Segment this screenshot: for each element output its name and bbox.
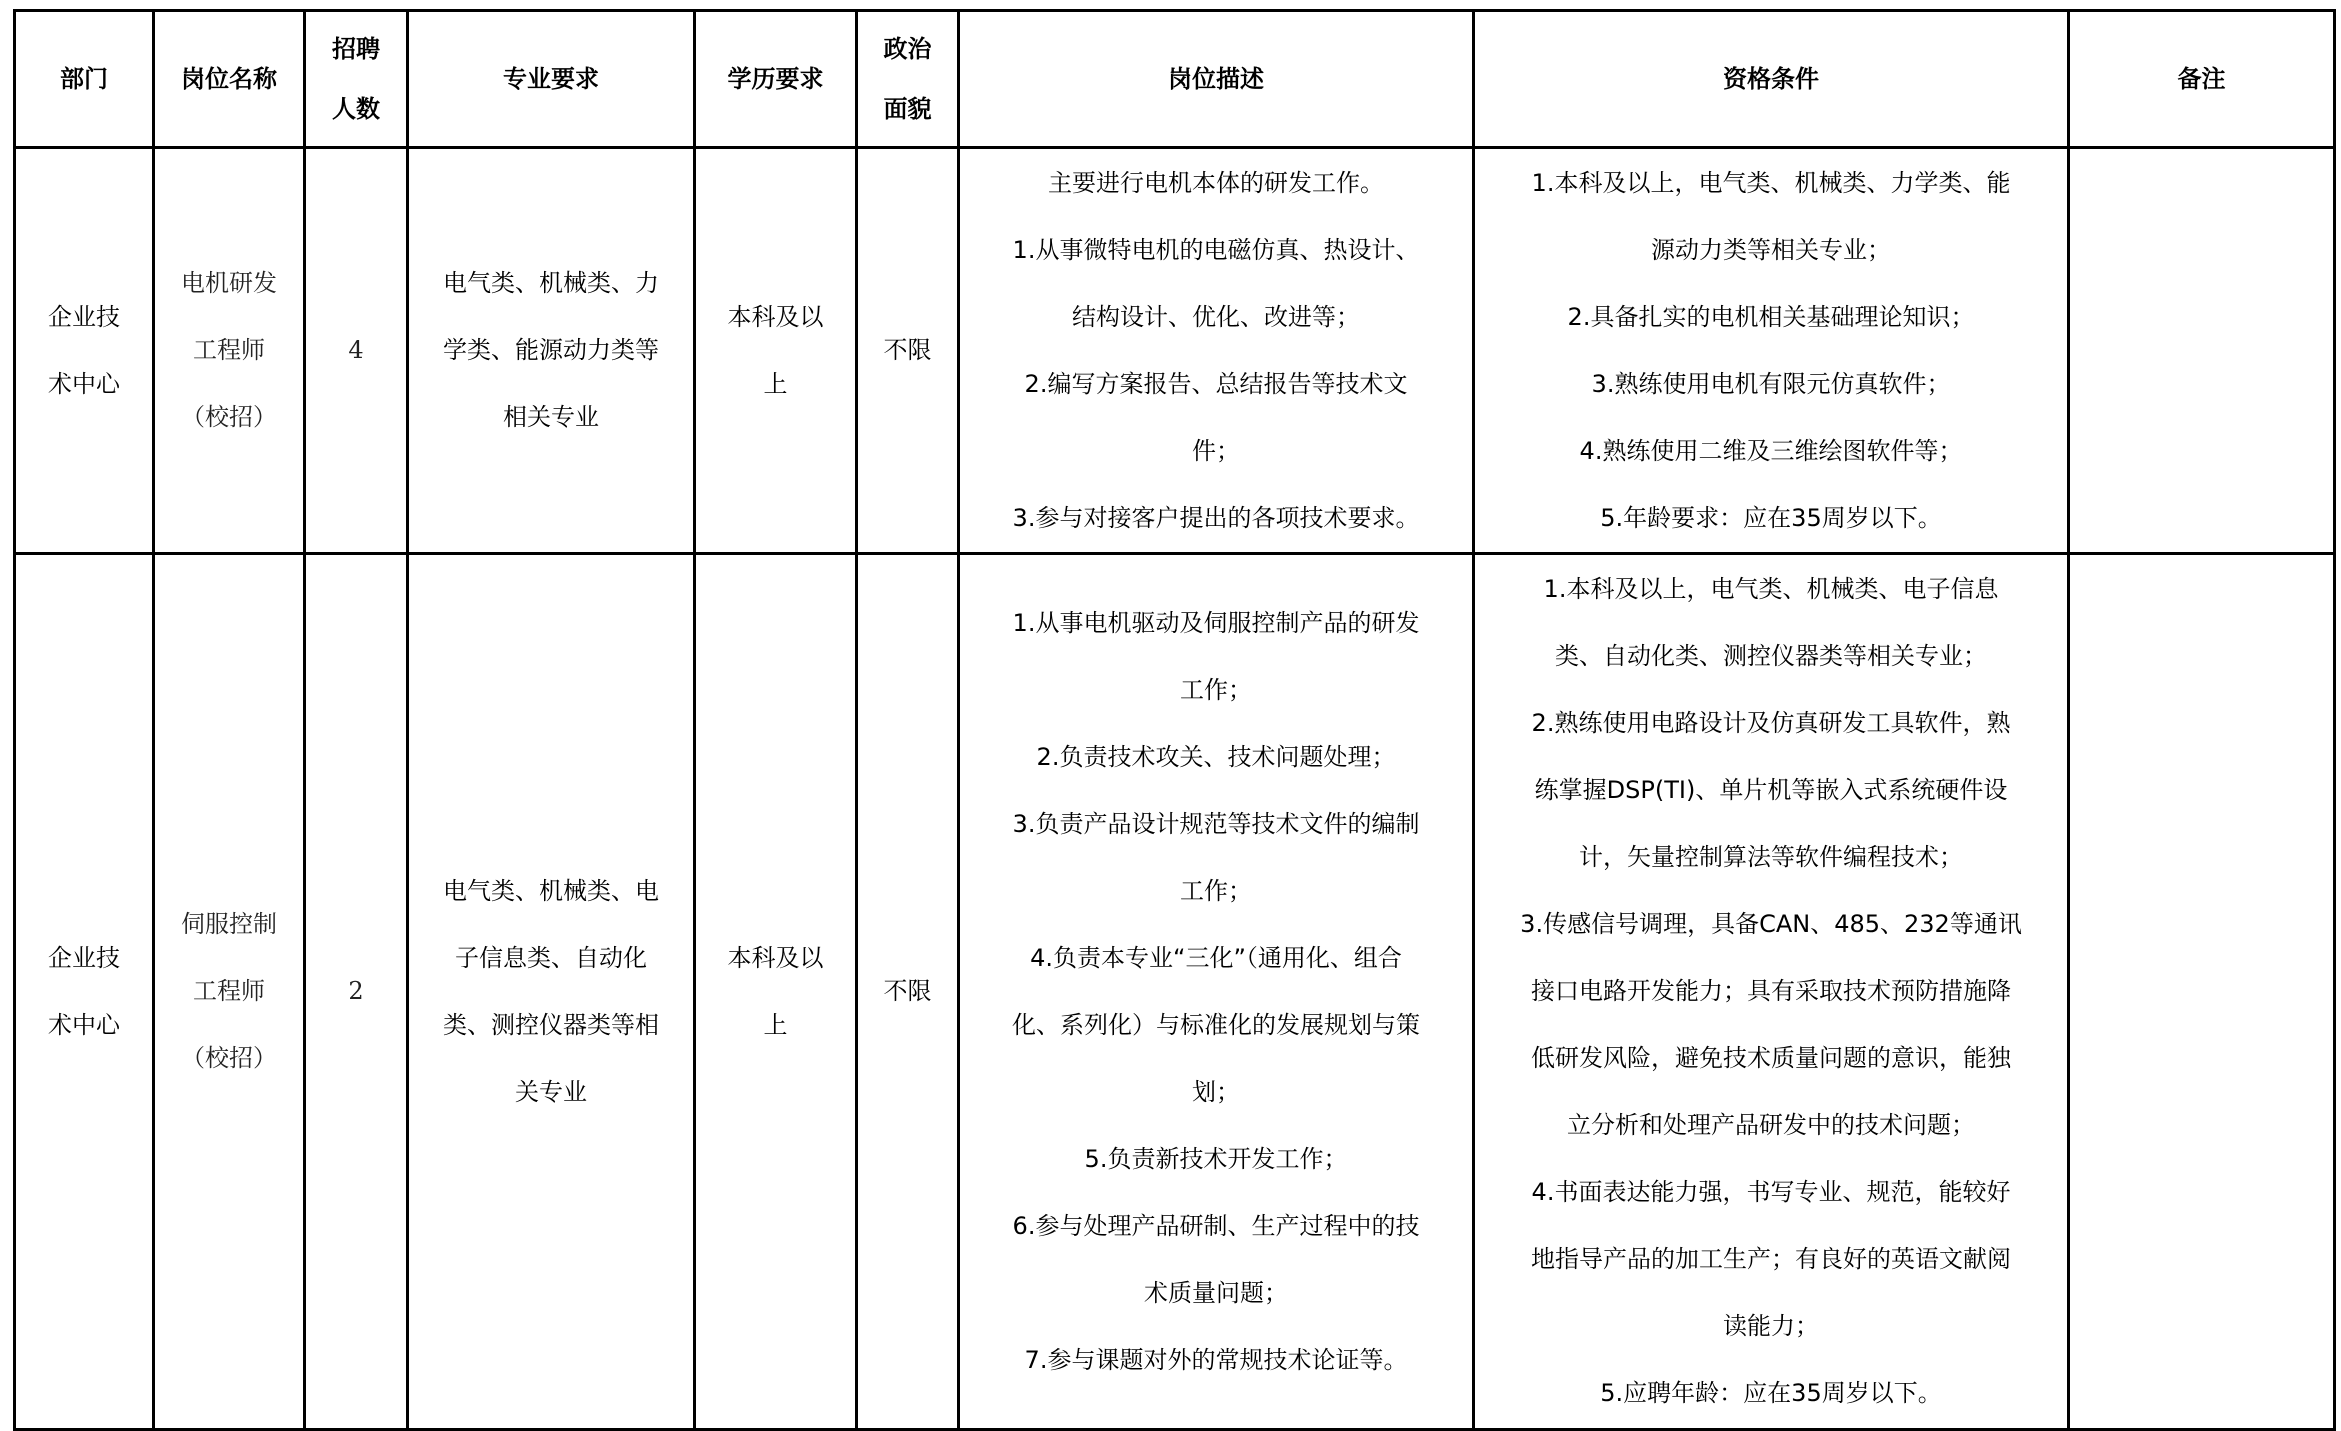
description-line: 7.参与课题对外的常规技术论证等。 xyxy=(1024,1345,1408,1374)
cell-education xyxy=(695,148,857,554)
header-title xyxy=(154,11,305,148)
cell-description xyxy=(959,554,1474,1430)
header-description xyxy=(959,11,1474,148)
major-line: 关专业 xyxy=(515,1077,587,1106)
qualification-line: 5.应聘年龄：应在35周岁以下。 xyxy=(1600,1379,1942,1407)
education-line: 本科及以 xyxy=(727,943,824,972)
qualification-line: 3.传感信号调理，具备CAN、485、232等通讯 xyxy=(1520,910,2022,938)
dept-line: 企业技 xyxy=(48,943,120,972)
title-line: 电机研发 xyxy=(181,269,277,297)
header-qualifications xyxy=(1474,11,2069,148)
description-line: 划； xyxy=(1192,1077,1240,1106)
description-line: 工作； xyxy=(1180,675,1252,704)
header-dept-label: 部门 xyxy=(60,65,108,93)
qualification-line: 2.具备扎实的电机相关基础理论知识； xyxy=(1567,302,1975,331)
description-line: 3.参与对接客户提出的各项技术要求。 xyxy=(1012,503,1420,532)
table-row xyxy=(15,148,2335,554)
description-line: 术质量问题； xyxy=(1144,1278,1288,1307)
header-qualifications-label: 资格条件 xyxy=(1723,65,1819,93)
description-line: 件； xyxy=(1192,436,1240,465)
major-line: 电气类、机械类、电 xyxy=(443,876,659,905)
header-row xyxy=(15,11,2335,148)
major-line: 相关专业 xyxy=(503,403,599,431)
qualification-line: 练掌握DSP(TI)、单片机等嵌入式系统硬件设 xyxy=(1534,776,2008,804)
description-line: 主要进行电机本体的研发工作。 xyxy=(1048,168,1384,197)
title-line: （校招） xyxy=(181,403,277,431)
qualification-line: 1.本科及以上，电气类、机械类、力学类、能 xyxy=(1531,168,2011,197)
header-political xyxy=(857,11,959,148)
header-remarks xyxy=(2069,11,2335,148)
qualification-line: 类、自动化类、测控仪器类等相关专业； xyxy=(1555,642,1987,670)
cell-political: 不限 xyxy=(857,148,959,554)
cell-qualifications xyxy=(1474,554,2069,1430)
cell-title xyxy=(154,148,305,554)
major-line: 类、测控仪器类等相 xyxy=(443,1010,659,1039)
dept-line: 术中心 xyxy=(48,369,120,398)
description-line: 1.从事微特电机的电磁仿真、热设计、 xyxy=(1012,235,1420,264)
header-count xyxy=(305,11,408,148)
qualification-line: 2.熟练使用电路设计及仿真研发工具软件，熟 xyxy=(1531,709,2011,737)
header-count-label-line-1: 招聘 xyxy=(332,35,380,63)
header-education xyxy=(695,11,857,148)
qualification-line: 立分析和处理产品研发中的技术问题； xyxy=(1567,1111,1975,1139)
education-line: 本科及以 xyxy=(727,302,824,331)
description-line: 结构设计、优化、改进等； xyxy=(1072,302,1360,331)
cell-education xyxy=(695,554,857,1430)
major-line: 学类、能源动力类等 xyxy=(443,336,659,364)
qualification-line: 接口电路开发能力；具有采取技术预防措施降 xyxy=(1531,977,2011,1005)
header-title-label: 岗位名称 xyxy=(181,65,277,93)
header-political-label-line-2: 面貌 xyxy=(883,95,932,123)
header-count-label-line-2: 人数 xyxy=(332,95,380,123)
cell-dept xyxy=(15,148,154,554)
cell-dept xyxy=(15,554,154,1430)
title-line: （校招） xyxy=(181,1044,277,1072)
description-line: 1.从事电机驱动及伺服控制产品的研发 xyxy=(1012,608,1420,637)
cell-remarks xyxy=(2069,554,2335,1430)
description-line: 化、系列化）与标准化的发展规划与策 xyxy=(1012,1010,1420,1039)
cell-major xyxy=(408,554,695,1430)
cell-count: 4 xyxy=(305,148,408,554)
title-line: 工程师 xyxy=(193,336,265,364)
qualification-line: 5.年龄要求：应在35周岁以下。 xyxy=(1600,503,1942,532)
description-line: 6.参与处理产品研制、生产过程中的技 xyxy=(1012,1211,1420,1240)
job-postings-table xyxy=(13,9,2336,1431)
qualification-line: 低研发风险，避免技术质量问题的意识，能独 xyxy=(1531,1044,2011,1072)
header-dept xyxy=(15,11,154,148)
dept-line: 企业技 xyxy=(48,302,120,331)
qualification-line: 计，矢量控制算法等软件编程技术； xyxy=(1579,843,1963,871)
header-political-label-line-1: 政治 xyxy=(883,35,932,63)
qualification-line: 1.本科及以上，电气类、机械类、电子信息 xyxy=(1543,575,1999,603)
qualification-line: 源动力类等相关专业； xyxy=(1651,235,1891,264)
table-row xyxy=(15,554,2335,1430)
qualification-line: 读能力； xyxy=(1723,1312,1819,1340)
education-line: 上 xyxy=(763,369,788,398)
description-line: 2.编写方案报告、总结报告等技术文 xyxy=(1024,369,1408,398)
cell-description xyxy=(959,148,1474,554)
description-line: 2.负责技术攻关、技术问题处理； xyxy=(1036,742,1396,771)
description-line: 工作； xyxy=(1180,876,1252,905)
major-line: 子信息类、自动化 xyxy=(455,943,647,972)
dept-line: 术中心 xyxy=(48,1010,120,1039)
description-line: 4.负责本专业“三化”（通用化、组合 xyxy=(1030,943,1402,972)
header-remarks-label: 备注 xyxy=(2177,65,2226,93)
header-major-label: 专业要求 xyxy=(503,65,599,93)
qualification-line: 4.熟练使用二维及三维绘图软件等； xyxy=(1579,436,1963,465)
header-education-label: 学历要求 xyxy=(727,65,824,93)
header-description-label: 岗位描述 xyxy=(1168,65,1264,93)
header-major xyxy=(408,11,695,148)
title-line: 工程师 xyxy=(193,977,265,1005)
qualification-line: 3.熟练使用电机有限元仿真软件； xyxy=(1591,369,1951,398)
cell-qualifications xyxy=(1474,148,2069,554)
cell-major xyxy=(408,148,695,554)
title-line: 伺服控制 xyxy=(181,910,277,938)
cell-title xyxy=(154,554,305,1430)
description-line: 3.负责产品设计规范等技术文件的编制 xyxy=(1012,809,1420,838)
cell-remarks xyxy=(2069,148,2335,554)
cell-count: 2 xyxy=(305,554,408,1430)
qualification-line: 地指导产品的加工生产；有良好的英语文献阅 xyxy=(1531,1245,2011,1273)
education-line: 上 xyxy=(763,1010,788,1039)
major-line: 电气类、机械类、力 xyxy=(443,269,659,297)
qualification-line: 4.书面表达能力强，书写专业、规范，能较好 xyxy=(1531,1178,2011,1206)
description-line: 5.负责新技术开发工作； xyxy=(1084,1144,1348,1173)
cell-political: 不限 xyxy=(857,554,959,1430)
